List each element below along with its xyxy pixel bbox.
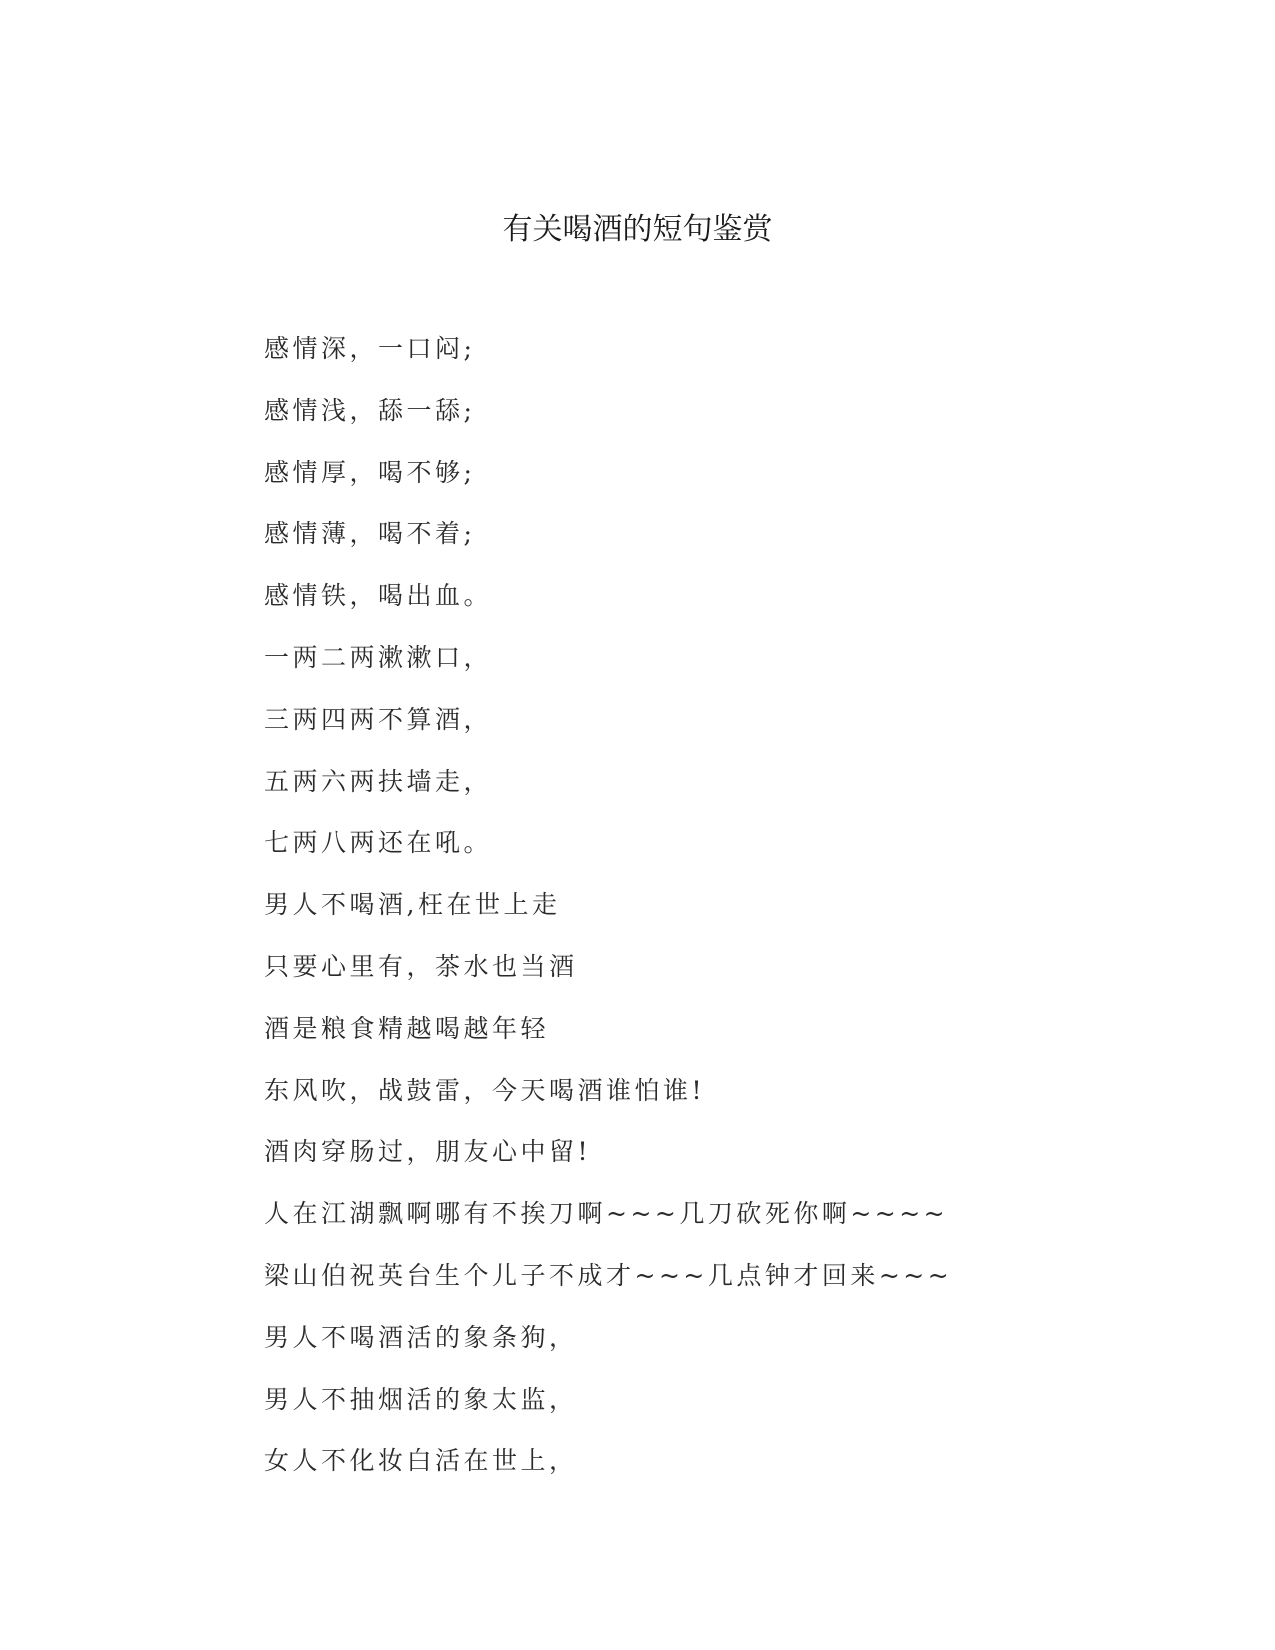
text-line: 男人不喝酒活的象条狗， <box>264 1322 578 1352</box>
text-line: 男人不喝酒,枉在世上走 <box>264 890 561 920</box>
text-line: 感情铁，喝出血。 <box>264 581 493 611</box>
text-line: 感情厚，喝不够; <box>264 457 476 487</box>
text-line: 东风吹，战鼓雷，今天喝酒谁怕谁! <box>264 1075 706 1105</box>
text-line: 男人不抽烟活的象太监， <box>264 1384 578 1414</box>
text-line: 五两六两扶墙走， <box>264 766 493 796</box>
text-line: 感情薄，喝不着; <box>264 519 476 549</box>
document-title: 有关喝酒的短句鉴赏 <box>502 212 773 247</box>
text-line: 酒是粮食精越喝越年轻 <box>264 1013 550 1043</box>
text-line: 只要心里有，茶水也当酒 <box>264 951 578 981</box>
text-line: 一两二两漱漱口， <box>264 642 493 672</box>
text-lines <box>264 330 952 1504</box>
text-line: 梁山伯祝英台生个儿子不成才~~~几点钟才回来~~~ <box>264 1260 953 1290</box>
text-line: 酒肉穿肠过，朋友心中留! <box>264 1137 592 1167</box>
text-line: 女人不化妆白活在世上， <box>264 1446 578 1476</box>
text-line: 感情浅，舔一舔; <box>264 395 476 425</box>
text-line: 七两八两还在吼。 <box>264 828 493 858</box>
text-line: 三两四两不算酒， <box>264 704 493 734</box>
text-line: 人在江湖飘啊哪有不挨刀啊~~~几刀砍死你啊~~~~ <box>264 1199 949 1229</box>
text-line: 感情深，一口闷; <box>264 334 476 363</box>
